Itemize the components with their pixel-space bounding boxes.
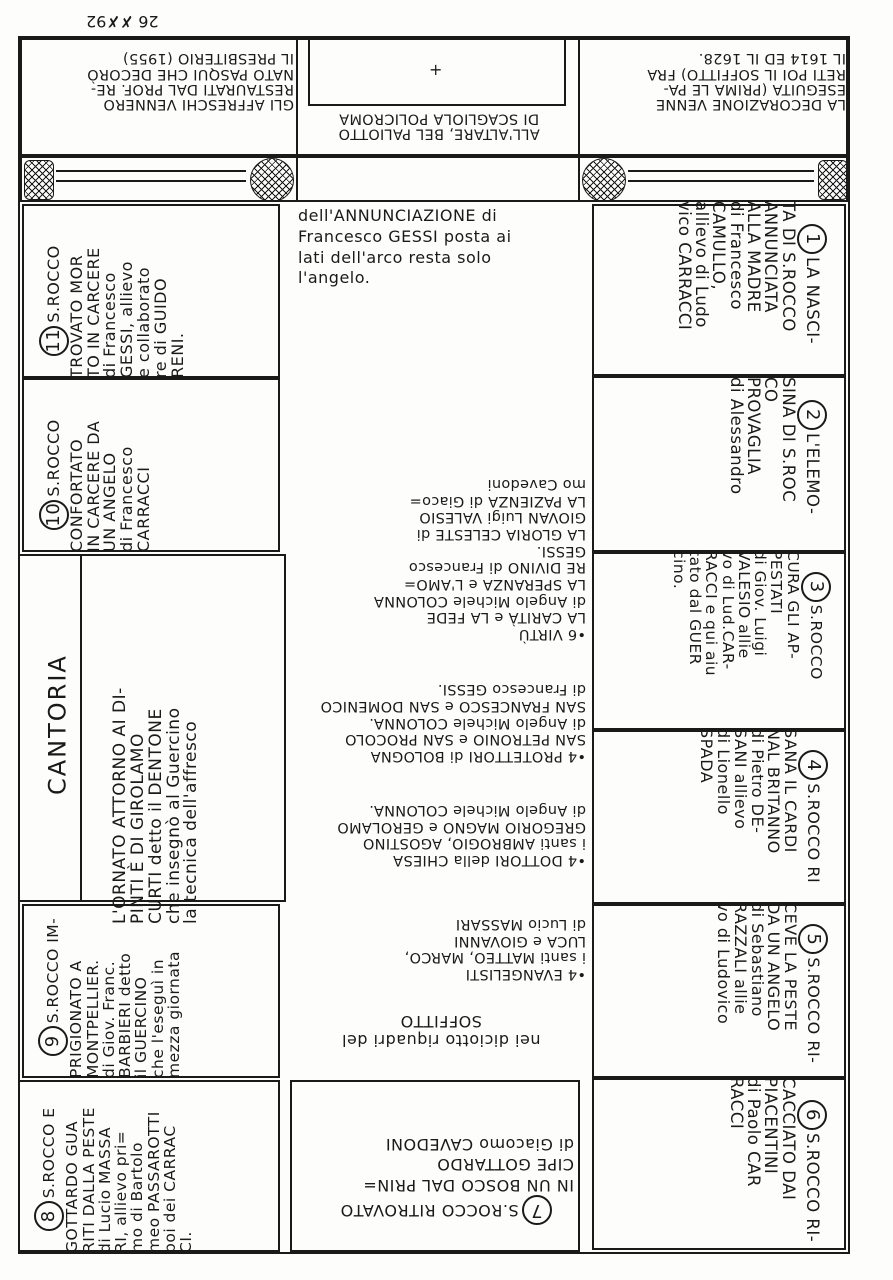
ceiling-evangelisti: •4 EVANGELISTI i santi MATTEO, MARCO, LUCA e GIOVANNI di Lucio MASSARI bbox=[404, 915, 586, 982]
panel-7-text bbox=[296, 1090, 574, 1246]
panel-2-caption: L'ELEMO- SINA DI S.ROC CO PROVAGLIA di Alessandro bbox=[726, 377, 822, 515]
panel-5-caption: S.ROCCO RI- CEVE LA PESTE DA UN ANGELO di Sebastiano RAZZALI allie vo di Ludovico bbox=[714, 902, 824, 1064]
panel-number-4: 4 bbox=[798, 750, 828, 780]
panel-number-6: 6 bbox=[797, 1100, 827, 1130]
left-panel-10-text bbox=[22, 378, 280, 552]
beam-left bbox=[56, 170, 246, 182]
ceiling-intro: nei diciotto riquadri del SOFFITTO bbox=[341, 1011, 541, 1050]
panel-1-caption: LA NASCI- TA DI S.ROCCO ANNUNCIATA ALLA MADRE di Francesco CAMULLO, allievo di Ludo vico CARRACCI bbox=[674, 201, 822, 345]
panel-number-9: 9 bbox=[38, 1026, 68, 1056]
left-panel-11-text bbox=[22, 204, 280, 378]
ceiling-protettori: •4 PROTETTORI di BOLOGNA SAN PETRONIO e SAN PROCOLO di Angelo Michele COLONNA. SAN FRANCESCO e SAN DOMENICO di Francesco GESSI. bbox=[320, 681, 586, 764]
panel-number-7: 7 bbox=[522, 1195, 552, 1225]
panel-10-caption: S.ROCCO CONFORTATO IN CARCERE DA UN ANGELO di Francesco CARRACCI bbox=[43, 419, 153, 552]
right-panel-6-text bbox=[590, 1077, 844, 1249]
right-panel-2-text bbox=[590, 377, 844, 549]
panel-11-caption: S.ROCCO TROVATO MOR TO IN CARCERE di Francesco GESSI, allievo e collaborato re di GUIDO RENI. bbox=[43, 245, 187, 378]
top-left-note: GLI AFFRESCHI VENNERO RESTAURATI DAL PROF. RE- NATO PASQUI CHE DECORÒ IL PRESBITERIO (1955) bbox=[86, 50, 294, 112]
right-panel-4-text bbox=[591, 728, 845, 902]
cantoria-divider bbox=[80, 554, 82, 902]
panel-7-caption: S.ROCCO RITROVATO IN UN BOSCO DAL PRIN= CIPE GOTTARDO di Giacomo CAVEDONI bbox=[340, 1134, 574, 1221]
medallion-2 bbox=[250, 158, 294, 202]
cantoria-note: L'ORNATO ATTORNO AI DI- PINTI È DI GIROLAMO CURTI detto il DENTONE che insegnò al Guercino la tecnica dell'affresco bbox=[110, 687, 202, 924]
top-divider-left bbox=[296, 38, 298, 156]
right-panel-3-text bbox=[593, 550, 847, 728]
medallion-4 bbox=[818, 160, 848, 200]
panel-6-caption: S.ROCCO RI- CACCIATO DAI PIACENTINI di Paolo CAR RACCI bbox=[726, 1077, 822, 1243]
panel-number-8: 8 bbox=[34, 1201, 64, 1231]
ceiling-dottori: •4 DOTTORI della CHIESA i santi AMBROGIO, AGOSTINO GREGORIO MAGNO e GEROLAMO di Angelo Michele COLONNA. bbox=[337, 801, 586, 868]
right-panel-1-text bbox=[590, 201, 844, 373]
top-center-note: ALL'ALTARE, BEL PALIOTTO DI SCAGLIOLA POLICROMA bbox=[338, 110, 540, 142]
center-upright-note: dell'ANNUNCIAZIONE di Francesco GESSI posta ai lati dell'arco resta solo l'angelo. bbox=[298, 206, 512, 288]
top-center-mark: + bbox=[429, 60, 443, 79]
panel-number-2: 2 bbox=[797, 400, 827, 430]
medallion-3 bbox=[582, 158, 626, 202]
left-panel-9-text bbox=[22, 904, 280, 1078]
beam-right bbox=[628, 170, 814, 182]
ceiling-virtu: •6 VIRTÙ LA CARITÀ e LA FEDE di Angelo Michele COLONNA LA SPERANZA e L'AMO= RE DIVINO di Francesco GESSI. LA GLORIA CELESTE di GIOVAN Luigi VALESIO LA PAZIENZA di Giaco= mo Cavedoni bbox=[373, 475, 586, 642]
panel-number-5: 5 bbox=[798, 924, 828, 954]
top-divider-right bbox=[578, 38, 580, 156]
top-right-note: LA DECORAZIONE VENNE ESEGUITA (PRIMA LE PA- RETI POI IL SOFFITTO) FRA IL 1614 ED IL 1628. bbox=[647, 50, 846, 112]
panel-number-1: 1 bbox=[797, 224, 827, 254]
panel-8-caption: S.ROCCO E GOTTARDO GUA RITI DALLA PESTE di Lucio MASSA RI, allievo pri= mo di Bartolo meo PASSAROTTI poi dei CARRAC CI. bbox=[40, 1107, 196, 1253]
panel-number-3: 3 bbox=[801, 572, 831, 602]
medallion-1 bbox=[24, 160, 54, 200]
panel-9-caption: S.ROCCO IM- PRIGIONATO A MONTPELLIER. di Giov. Franc. BARBIERI detto il GUERCINO che l'eseguì in mezza giornata bbox=[44, 917, 183, 1078]
panel-4-caption: S.ROCCO RI SANA IL CARDI NAL BRITANNO di Pietro DE- SANI allievo di Lionello SPADA bbox=[697, 728, 824, 884]
panel-3-caption: S.ROCCO CURA GLI AP- PESTATI di Giov. Luigi VALESIO allie vo di Lud.CAR- RACCI e qui aiu tato dal GUER cino. bbox=[669, 550, 825, 680]
left-panel-8-text bbox=[18, 1081, 280, 1253]
panel-number-11: 11 bbox=[39, 326, 69, 356]
cantoria-label: CANTORIA bbox=[43, 654, 72, 796]
beam-center-box bbox=[296, 156, 580, 202]
corner-mark: 26 ✗✗92 bbox=[86, 12, 159, 31]
panel-number-10: 10 bbox=[39, 500, 69, 530]
right-panel-5-text bbox=[591, 902, 845, 1076]
